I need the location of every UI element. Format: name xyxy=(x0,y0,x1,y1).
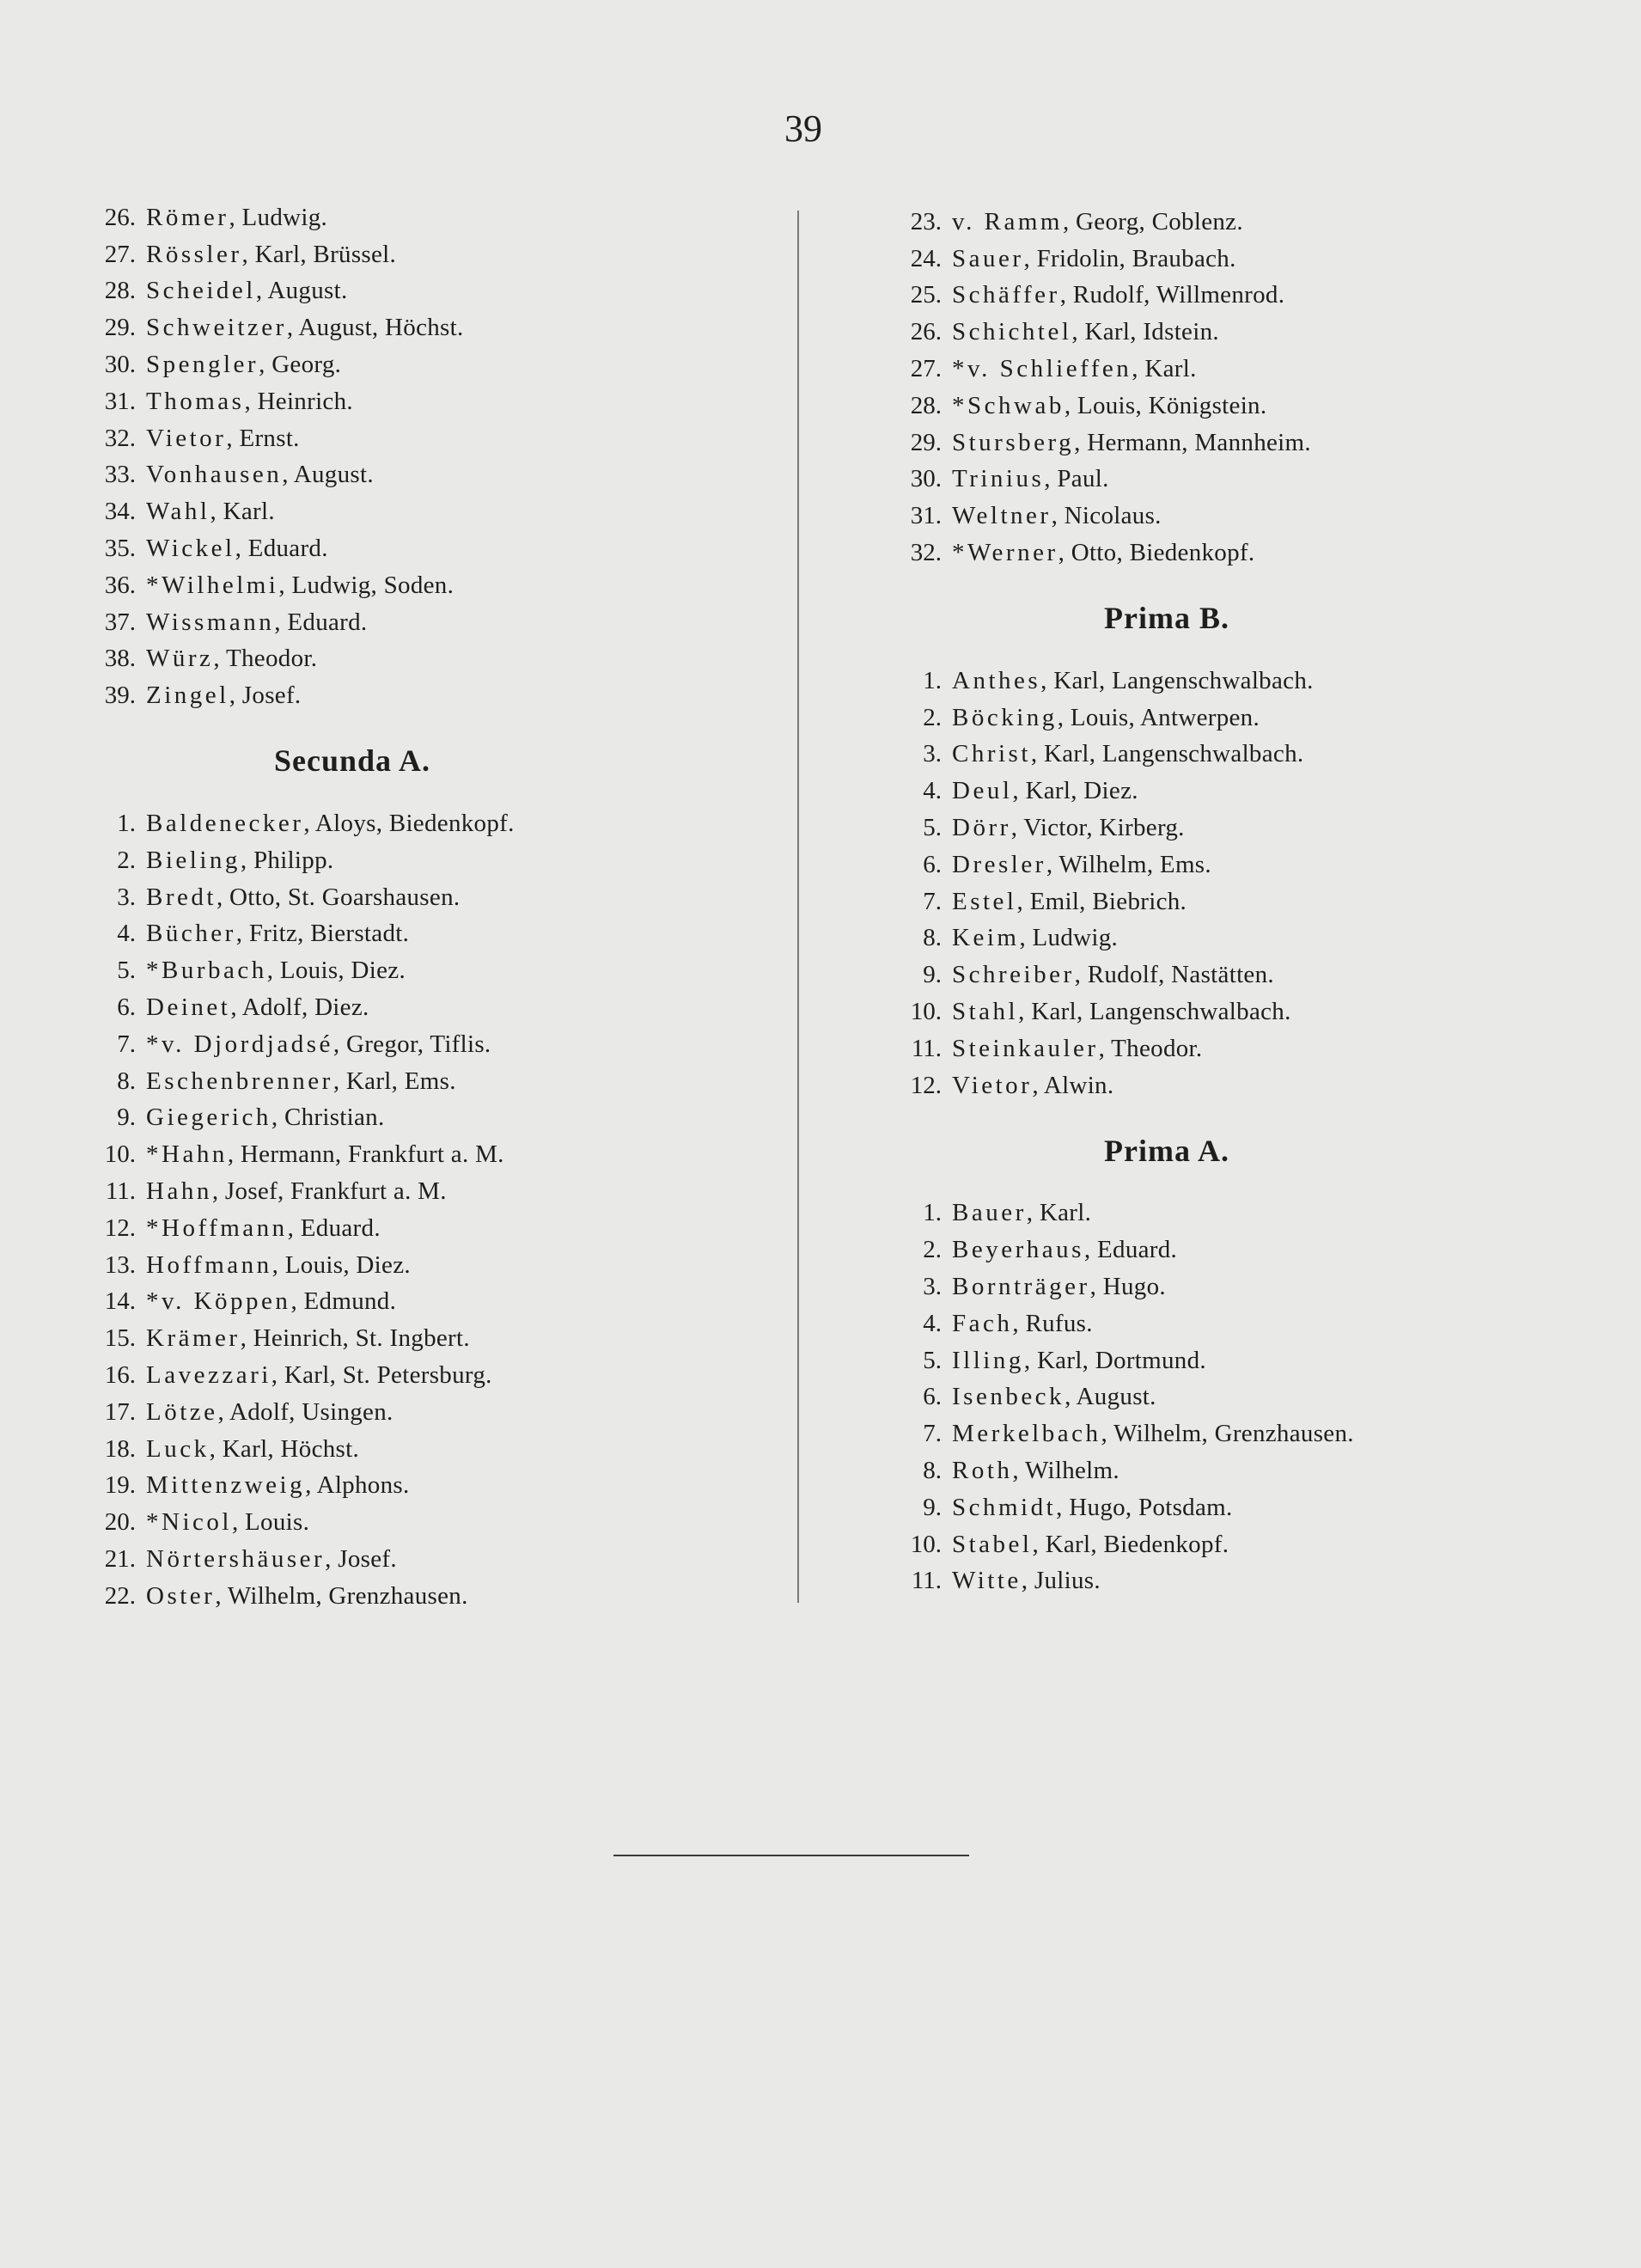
entry-details: , Hugo, Potsdam. xyxy=(1056,1493,1233,1521)
entry-surname: *Nicol xyxy=(146,1508,232,1537)
entry-number: 31. xyxy=(910,502,942,530)
entry-surname: *Wilhelmi xyxy=(146,571,279,599)
list-item xyxy=(86,1541,790,1578)
list-item xyxy=(86,457,790,494)
entry-number: 5. xyxy=(117,957,136,985)
entry-details: , Fritz, Bierstadt. xyxy=(235,920,410,948)
list-item xyxy=(892,1195,1545,1232)
entry-details: , August, Höchst. xyxy=(286,314,464,342)
list-item xyxy=(86,309,790,346)
list-item xyxy=(892,700,1545,737)
entry-number: 29. xyxy=(104,314,136,342)
entry-number: 33. xyxy=(104,461,136,489)
list-item xyxy=(86,530,790,567)
entry-details: , Rudolf, Nastätten. xyxy=(1074,961,1274,989)
list-item xyxy=(892,535,1545,572)
entry-number: 8. xyxy=(117,1067,136,1095)
entry-number: 23. xyxy=(910,207,942,235)
entry-details: , Gregor, Tiflis. xyxy=(332,1030,491,1058)
entry-number: 18. xyxy=(104,1434,136,1463)
entry-surname: Vonhausen xyxy=(146,461,283,489)
list-item xyxy=(86,1394,790,1431)
entry-surname: Christ xyxy=(952,740,1031,768)
column-divider xyxy=(797,211,799,1603)
list-item xyxy=(86,567,790,604)
list-item xyxy=(892,1415,1545,1452)
entry-details: , Hugo. xyxy=(1089,1273,1166,1301)
entry-details: , Karl, Dortmund. xyxy=(1023,1346,1206,1374)
list-item xyxy=(892,847,1545,883)
entry-surname: Trinius xyxy=(952,465,1045,493)
entry-surname: *Werner xyxy=(952,539,1058,567)
entry-details: , Rudolf, Willmenrod. xyxy=(1059,281,1285,309)
list-item xyxy=(86,1578,790,1615)
student-list xyxy=(892,204,1545,572)
entry-number: 3. xyxy=(117,883,136,911)
entry-number: 1. xyxy=(923,1199,942,1227)
entry-details: , Karl, Ems. xyxy=(332,1067,456,1095)
entry-surname: Giegerich xyxy=(146,1103,271,1132)
list-item xyxy=(892,1489,1545,1526)
entry-details: , Ludwig, Soden. xyxy=(278,571,454,599)
entry-details: , Adolf, Diez. xyxy=(230,993,369,1022)
list-item xyxy=(86,989,790,1026)
list-item xyxy=(892,737,1545,773)
entry-details: , Louis, Königstein. xyxy=(1064,391,1267,419)
entry-number: 38. xyxy=(104,645,136,673)
entry-details: , Fridolin, Braubach. xyxy=(1023,244,1236,272)
entry-surname: *Hahn xyxy=(146,1140,228,1169)
entry-number: 7. xyxy=(923,887,942,915)
list-item xyxy=(892,1030,1545,1067)
student-list xyxy=(892,663,1545,1104)
entry-details: , Eduard. xyxy=(1083,1236,1178,1264)
entry-number: 8. xyxy=(923,924,942,952)
list-item xyxy=(86,1026,790,1063)
entry-surname: Anthes xyxy=(952,666,1041,694)
entry-details: , Adolf, Usingen. xyxy=(217,1397,393,1426)
entry-surname: *Burbach xyxy=(146,957,267,985)
entry-surname: Spengler xyxy=(146,351,259,379)
list-item xyxy=(892,773,1545,810)
list-item xyxy=(892,1379,1545,1416)
entry-surname: Zingel xyxy=(146,682,229,710)
list-item xyxy=(86,879,790,916)
entry-details: , Eduard. xyxy=(274,608,368,636)
section-heading-secunda-a: Secunda A. xyxy=(273,743,431,779)
list-item xyxy=(892,1305,1545,1342)
entry-details: , Georg. xyxy=(259,351,342,379)
list-item xyxy=(86,1431,790,1468)
entry-number: 28. xyxy=(104,277,136,305)
entry-number: 1. xyxy=(117,810,136,838)
entry-details: , Louis. xyxy=(231,1508,310,1537)
entry-details: , Karl, Höchst. xyxy=(209,1434,360,1463)
entry-details: , August. xyxy=(255,277,348,305)
entry-surname: Hoffmann xyxy=(146,1250,272,1279)
list-item xyxy=(86,493,790,530)
list-item xyxy=(86,273,790,310)
entry-surname: Rössler xyxy=(146,240,242,268)
entry-surname: Bieling xyxy=(146,846,241,874)
entry-details: , Ludwig. xyxy=(1019,924,1119,952)
section-heading-prima-b: Prima B. xyxy=(1104,600,1229,635)
entry-number: 5. xyxy=(923,1346,942,1374)
entry-details: , Hermann, Frankfurt a. M. xyxy=(227,1140,504,1169)
entry-details: , Heinrich. xyxy=(244,387,353,415)
list-item xyxy=(86,641,790,678)
entry-surname: Roth xyxy=(952,1457,1013,1484)
entry-number: 32. xyxy=(910,539,942,567)
entry-surname: Vietor xyxy=(952,1071,1033,1099)
student-list xyxy=(892,1195,1545,1600)
entry-surname: Witte xyxy=(952,1567,1022,1595)
entry-number: 10. xyxy=(910,1530,942,1558)
entry-details: , Eduard. xyxy=(235,535,328,563)
entry-details: , Josef, Frankfurt a. M. xyxy=(211,1177,447,1206)
entry-surname: Dresler xyxy=(952,850,1046,878)
entry-surname: Thomas xyxy=(146,387,245,415)
list-item xyxy=(86,1210,790,1247)
entry-details: , Ludwig. xyxy=(229,203,328,231)
entry-surname: Dörr xyxy=(952,814,1011,842)
entry-surname: Deinet xyxy=(146,993,231,1022)
entry-number: 11. xyxy=(911,1567,942,1595)
entry-details: , Wilhelm, Ems. xyxy=(1046,850,1211,878)
entry-surname: Schmidt xyxy=(952,1493,1057,1521)
entry-number: 9. xyxy=(923,961,942,989)
entry-details: , Georg, Coblenz. xyxy=(1062,207,1243,235)
list-item xyxy=(892,314,1545,351)
entry-number: 12. xyxy=(910,1071,942,1099)
entry-details: , Paul. xyxy=(1044,465,1109,493)
entry-details: , Emil, Biebrich. xyxy=(1016,887,1187,915)
entry-surname: Stabel xyxy=(952,1530,1033,1558)
entry-number: 9. xyxy=(117,1103,136,1132)
list-item xyxy=(892,1452,1545,1489)
list-item xyxy=(86,1504,790,1541)
list-item xyxy=(892,1232,1545,1268)
entry-surname: *v. Djordjadsé xyxy=(146,1030,333,1058)
entry-surname: Mittenzweig xyxy=(146,1471,306,1500)
entry-number: 27. xyxy=(104,240,136,268)
list-item xyxy=(892,663,1545,700)
entry-details: , Louis, Diez. xyxy=(266,957,406,985)
entry-surname: Nörtershäuser xyxy=(146,1544,326,1573)
entry-surname: Steinkauler xyxy=(952,1034,1099,1062)
entry-number: 8. xyxy=(923,1457,942,1484)
entry-details: , Aloys, Biedenkopf. xyxy=(303,810,515,838)
entry-surname: Würz xyxy=(146,645,214,673)
list-item xyxy=(892,1342,1545,1379)
entry-number: 1. xyxy=(923,666,942,694)
list-item xyxy=(892,920,1545,957)
entry-surname: Hahn xyxy=(146,1177,212,1206)
list-item xyxy=(892,957,1545,993)
entry-surname: Illing xyxy=(952,1346,1024,1374)
list-item xyxy=(892,810,1545,847)
entry-surname: Eschenbrenner xyxy=(146,1067,333,1095)
list-item xyxy=(892,278,1545,315)
entry-surname: Isenbeck xyxy=(952,1383,1065,1411)
entry-surname: Schäffer xyxy=(952,281,1060,309)
entry-number: 20. xyxy=(104,1508,136,1537)
entry-number: 36. xyxy=(104,571,136,599)
entry-number: 7. xyxy=(923,1420,942,1448)
entry-details: , Louis, Diez. xyxy=(271,1250,411,1279)
entry-surname: *v. Köppen xyxy=(146,1287,291,1316)
entry-details: , Karl, Langenschwalbach. xyxy=(1040,666,1314,694)
entry-number: 19. xyxy=(104,1471,136,1500)
entry-details: , August. xyxy=(1065,1383,1156,1411)
list-item xyxy=(892,462,1545,498)
entry-details: , Wilhelm, Grenzhausen. xyxy=(1101,1420,1354,1448)
list-item xyxy=(892,1268,1545,1305)
entry-surname: Stursberg xyxy=(952,428,1075,456)
entry-number: 3. xyxy=(923,740,942,768)
entry-number: 4. xyxy=(117,920,136,948)
entry-surname: *Hoffmann xyxy=(146,1213,288,1242)
page-number: 39 xyxy=(784,107,822,150)
entry-surname: Schweitzer xyxy=(146,314,287,342)
entry-surname: Weltner xyxy=(952,502,1052,530)
entry-surname: Merkelbach xyxy=(952,1420,1101,1448)
list-item xyxy=(86,1468,790,1505)
list-item xyxy=(892,1526,1545,1563)
entry-number: 27. xyxy=(910,355,942,383)
list-item xyxy=(892,351,1545,388)
entry-number: 39. xyxy=(104,682,136,710)
list-item xyxy=(892,241,1545,278)
entry-details: , Wilhelm, Grenzhausen. xyxy=(215,1581,468,1610)
section-heading-prima-a: Prima A. xyxy=(1104,1133,1229,1168)
entry-number: 2. xyxy=(117,846,136,874)
entry-surname: Fach xyxy=(952,1309,1013,1337)
entry-number: 25. xyxy=(910,281,942,309)
entry-number: 24. xyxy=(910,244,942,272)
entry-surname: Bornträger xyxy=(952,1273,1090,1301)
entry-details: , Ernst. xyxy=(226,424,300,452)
entry-surname: Wissmann xyxy=(146,608,275,636)
entry-surname: Oster xyxy=(146,1581,216,1610)
entry-surname: Wahl xyxy=(146,498,210,526)
entry-number: 37. xyxy=(104,608,136,636)
entry-details: , Josef. xyxy=(229,682,302,710)
entry-number: 14. xyxy=(104,1287,136,1316)
entry-surname: Deul xyxy=(952,777,1013,805)
list-item xyxy=(86,842,790,879)
list-item xyxy=(892,1563,1545,1600)
entry-number: 30. xyxy=(910,465,942,493)
entry-details: , Theodor. xyxy=(213,645,318,673)
entry-details: , Alwin. xyxy=(1032,1071,1114,1099)
list-item xyxy=(86,604,790,641)
entry-number: 31. xyxy=(104,387,136,415)
list-item xyxy=(86,952,790,989)
entry-number: 11. xyxy=(105,1177,136,1206)
entry-number: 26. xyxy=(910,318,942,346)
entry-details: , Rufus. xyxy=(1012,1309,1093,1337)
entry-number: 16. xyxy=(104,1361,136,1389)
entry-surname: Lavezzari xyxy=(146,1361,271,1389)
entry-details: , Otto, Biedenkopf. xyxy=(1058,539,1255,567)
list-item xyxy=(892,883,1545,920)
entry-details: , Nicolaus. xyxy=(1051,502,1162,530)
entry-details: , Karl, St. Petersburg. xyxy=(271,1361,492,1389)
student-list xyxy=(86,805,790,1615)
entry-details: , Theodor. xyxy=(1098,1034,1203,1062)
entry-number: 30. xyxy=(104,351,136,379)
entry-details: , Karl, Langenschwalbach. xyxy=(1030,740,1304,768)
entry-surname: Keim xyxy=(952,924,1020,952)
entry-surname: Baldenecker xyxy=(146,810,304,838)
list-item xyxy=(892,204,1545,241)
entry-number: 13. xyxy=(104,1250,136,1279)
entry-details: , Heinrich, St. Ingbert. xyxy=(240,1324,470,1353)
entry-number: 11. xyxy=(911,1034,942,1062)
entry-surname: Römer xyxy=(146,203,229,231)
list-item xyxy=(86,1320,790,1357)
list-item xyxy=(86,805,790,842)
entry-details: , Josef. xyxy=(325,1544,397,1573)
entry-number: 21. xyxy=(104,1544,136,1573)
entry-number: 15. xyxy=(104,1324,136,1353)
entry-details: , Karl, Brüssel. xyxy=(241,240,397,268)
list-item xyxy=(86,916,790,953)
list-item xyxy=(86,346,790,383)
list-item xyxy=(86,677,790,714)
entry-number: 6. xyxy=(923,850,942,878)
list-item xyxy=(86,1063,790,1100)
entry-details: , Karl, Diez. xyxy=(1012,777,1138,805)
entry-number: 6. xyxy=(923,1383,942,1411)
entry-number: 32. xyxy=(104,424,136,452)
entry-surname: Wickel xyxy=(146,535,235,563)
list-item xyxy=(86,236,790,273)
entry-surname: Sauer xyxy=(952,244,1024,272)
entry-surname: v. Ramm xyxy=(952,207,1063,235)
list-item xyxy=(86,199,790,236)
entry-details: , Karl, Langenschwalbach. xyxy=(1018,998,1291,1026)
entry-surname: Vietor xyxy=(146,424,227,452)
bottom-rule xyxy=(613,1855,969,1856)
entry-surname: Bredt xyxy=(146,883,217,911)
entry-number: 17. xyxy=(104,1397,136,1426)
entry-number: 6. xyxy=(117,993,136,1022)
entry-number: 10. xyxy=(104,1140,136,1169)
entry-surname: Luck xyxy=(146,1434,210,1463)
entry-number: 22. xyxy=(104,1581,136,1610)
list-item xyxy=(892,498,1545,535)
entry-details: , Hermann, Mannheim. xyxy=(1074,428,1311,456)
entry-number: 7. xyxy=(117,1030,136,1058)
entry-details: , Karl. xyxy=(1132,355,1197,383)
list-item xyxy=(892,1067,1545,1104)
entry-details: , Victor, Kirberg. xyxy=(1010,814,1185,842)
entry-details: , Wilhelm. xyxy=(1012,1457,1119,1484)
entry-surname: Scheidel xyxy=(146,277,256,305)
list-item xyxy=(86,1284,790,1321)
entry-number: 4. xyxy=(923,777,942,805)
list-item xyxy=(86,1173,790,1210)
entry-surname: Estel xyxy=(952,887,1017,915)
entry-surname: Bauer xyxy=(952,1199,1027,1227)
left-column xyxy=(86,199,790,1615)
entry-number: 10. xyxy=(910,998,942,1026)
entry-details: , August. xyxy=(282,461,374,489)
entry-surname: Bücher xyxy=(146,920,236,948)
entry-details: , Karl. xyxy=(1026,1199,1092,1227)
entry-number: 4. xyxy=(923,1309,942,1337)
entry-surname: Beyerhaus xyxy=(952,1236,1084,1264)
entry-details: , Karl, Idstein. xyxy=(1071,318,1219,346)
entry-surname: Lötze xyxy=(146,1397,218,1426)
list-item xyxy=(86,1247,790,1284)
entry-surname: *v. Schlieffen xyxy=(952,355,1132,383)
entry-surname: *Schwab xyxy=(952,391,1065,419)
list-item xyxy=(86,1136,790,1173)
entry-number: 9. xyxy=(923,1493,942,1521)
list-item xyxy=(892,993,1545,1030)
list-item xyxy=(892,388,1545,425)
entry-details: , Edmund. xyxy=(290,1287,397,1316)
entry-details: , Louis, Antwerpen. xyxy=(1057,703,1260,731)
entry-surname: Böcking xyxy=(952,703,1058,731)
entry-number: 29. xyxy=(910,428,942,456)
entry-details: , Otto, St. Goarshausen. xyxy=(216,883,461,911)
entry-number: 26. xyxy=(104,203,136,231)
entry-number: 34. xyxy=(104,498,136,526)
entry-number: 28. xyxy=(910,391,942,419)
entry-surname: Stahl xyxy=(952,998,1019,1026)
entry-details: , Alphons. xyxy=(305,1471,410,1500)
entry-number: 2. xyxy=(923,1236,942,1264)
entry-details: , Eduard. xyxy=(287,1213,381,1242)
student-list xyxy=(86,199,790,714)
entry-details: , Karl. xyxy=(210,498,275,526)
entry-number: 12. xyxy=(104,1213,136,1242)
entry-number: 35. xyxy=(104,535,136,563)
entry-details: , Christian. xyxy=(271,1103,385,1132)
entry-surname: Schreiber xyxy=(952,961,1075,989)
entry-details: , Julius. xyxy=(1021,1567,1101,1595)
entry-surname: Schichtel xyxy=(952,318,1072,346)
entry-number: 3. xyxy=(923,1273,942,1301)
list-item xyxy=(86,420,790,457)
right-column xyxy=(892,204,1545,1599)
list-item xyxy=(86,383,790,420)
list-item xyxy=(86,1100,790,1137)
entry-details: , Philipp. xyxy=(240,846,334,874)
list-item xyxy=(86,1357,790,1394)
entry-number: 2. xyxy=(923,703,942,731)
entry-surname: Krämer xyxy=(146,1324,241,1353)
entry-details: , Karl, Biedenkopf. xyxy=(1032,1530,1229,1558)
entry-number: 5. xyxy=(923,814,942,842)
list-item xyxy=(892,425,1545,462)
